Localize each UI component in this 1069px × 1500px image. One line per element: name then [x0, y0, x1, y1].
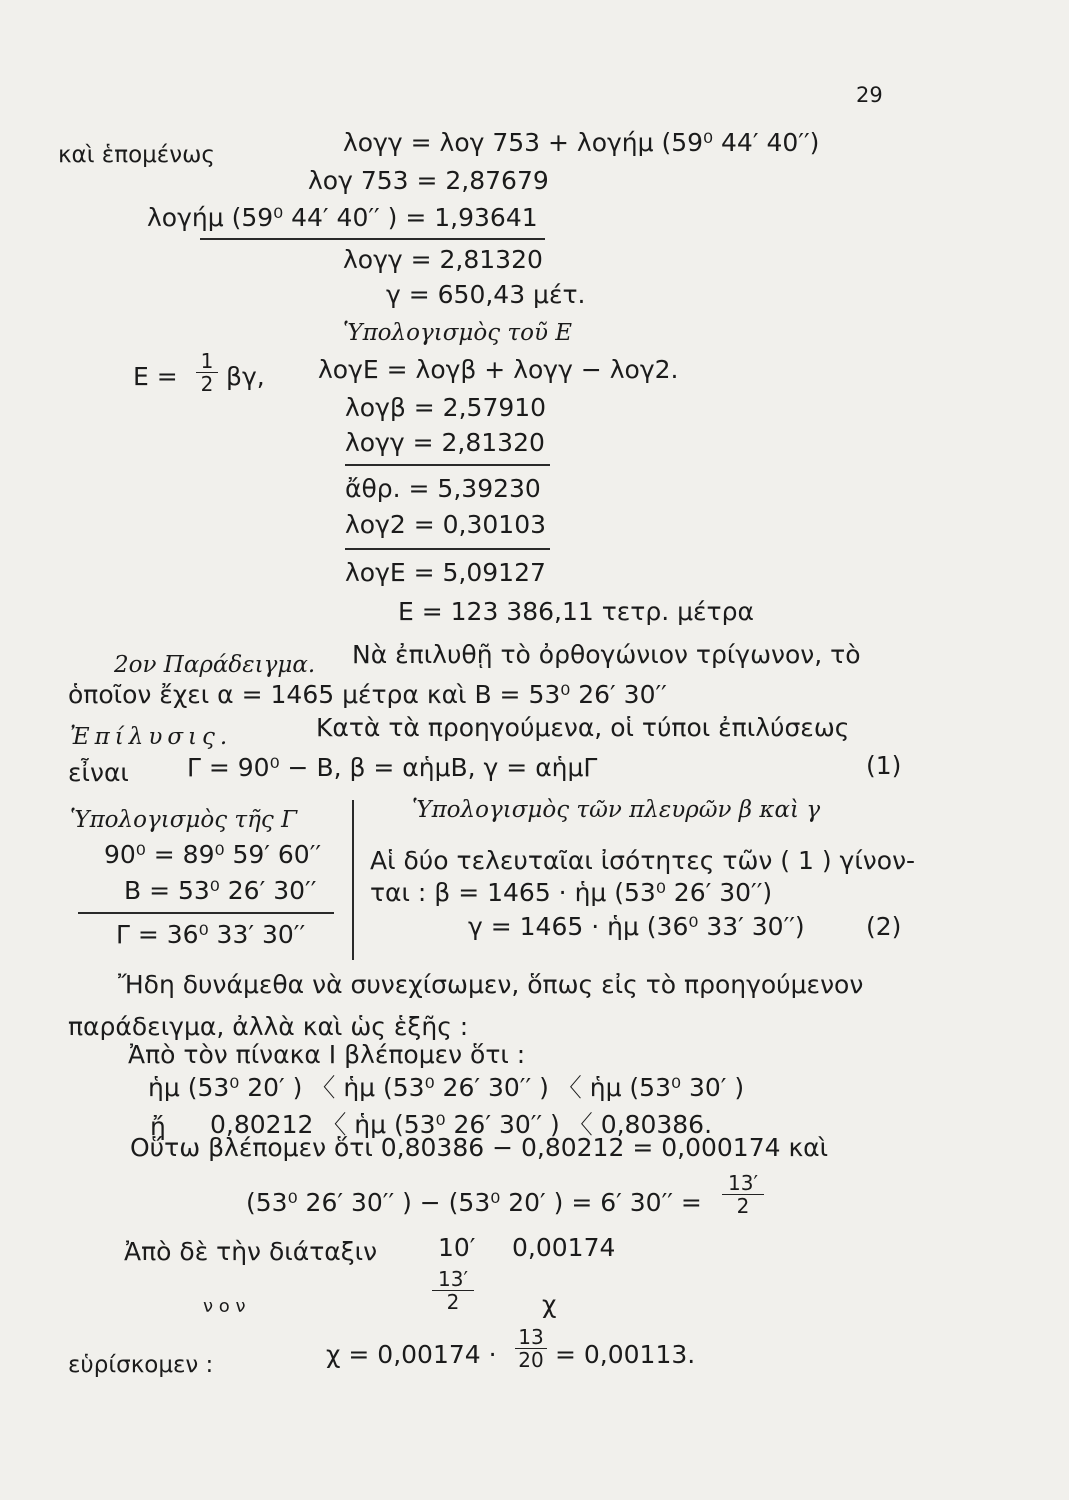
- line-15: ὁποῖον ἔχει α = 1465 μέτρα καὶ Β = 53⁰ 26′ 30′′: [68, 680, 667, 709]
- fraction-denominator: 2: [736, 1194, 750, 1218]
- heading-calc-sides: Ὑπολογισμὸς τῶν πλευρῶν β καὶ γ: [412, 797, 821, 823]
- line-29-label: Ἀπὸ δὲ τὴν διάταξιν: [124, 1237, 378, 1266]
- line-13: Ε = 123 386,11 τετρ. μέτρα: [398, 597, 754, 626]
- fraction-denominator: 2: [200, 372, 214, 396]
- line-30-nu: ν ο ν: [203, 1296, 246, 1317]
- line-21-right: γ = 1465 · ἡμ (36⁰ 33′ 30′′): [468, 912, 805, 941]
- line-26-ineq: 0,80212 〈 ἡμ (53⁰ 26′ 30′′ ) 〈 0,80386.: [210, 1110, 713, 1139]
- line-07-bg: βγ,: [226, 362, 265, 391]
- line-19-left: 90⁰ = 89⁰ 59′ 60′′: [104, 840, 322, 869]
- line-11: λογ2 = 0,30103: [345, 510, 547, 539]
- line-21-left: Γ = 36⁰ 33′ 30′′: [116, 920, 306, 949]
- fraction-one-half: [196, 350, 218, 395]
- heading-calc-gamma: Ὑπολογισμὸς τῆς Γ: [70, 807, 298, 833]
- line-01-formula: λογγ = λογ 753 + λογήμ (59⁰ 44′ 40′′): [343, 128, 820, 157]
- fraction-numerator: 13′: [722, 1172, 764, 1195]
- example-2-heading: 2ον Παράδειγμα.: [114, 652, 316, 678]
- fraction-numerator: 13′: [432, 1268, 474, 1291]
- line-03: λογήμ (59⁰ 44′ 40′′ ) = 1,93641: [147, 203, 538, 232]
- equation-number-2: (2): [866, 912, 902, 941]
- line-08: λογβ = 2,57910: [345, 393, 547, 422]
- fraction-denominator: 2: [446, 1290, 460, 1314]
- line-07-E: Ε =: [133, 362, 178, 391]
- page-number: 29: [856, 83, 883, 107]
- line-30-x: χ: [542, 1290, 557, 1319]
- line-31-formula: χ = 0,00174 ·: [326, 1340, 497, 1369]
- line-20-left: Β = 53⁰ 26′ 30′′: [124, 876, 317, 905]
- line-17-label: εἶναι: [68, 758, 129, 787]
- sum-rule-1: [200, 238, 545, 240]
- line-29-10min: 10′: [438, 1233, 476, 1262]
- line-12: λογΕ = 5,09127: [345, 558, 546, 587]
- line-10: ἄθρ. = 5,39230: [345, 474, 541, 503]
- column-divider: [352, 800, 354, 960]
- line-27: Οὕτω βλέπομεν ὅτι 0,80386 − 0,80212 = 0,000174 καὶ: [130, 1133, 829, 1162]
- line-07-formula: λογΕ = λογβ + λογγ − λογ2.: [318, 355, 679, 384]
- sum-rule-3: [345, 548, 550, 550]
- fraction-numerator: 13: [515, 1326, 547, 1349]
- sum-rule-2: [345, 464, 550, 466]
- fraction-denominator: 20: [518, 1348, 544, 1372]
- line-02: λογ 753 = 2,87679: [308, 166, 549, 195]
- heading-calc-E: Ὑπολογισμὸς τοῦ Ε: [343, 320, 573, 346]
- line-31-label: εὑρίσκομεν :: [68, 1352, 214, 1378]
- line-19-right: Αἱ δύο τελευταῖαι ἰσότητες τῶν ( 1 ) γίνον-: [370, 846, 916, 875]
- line-28: (53⁰ 26′ 30′′ ) − (53⁰ 20′ ) = 6′ 30′′ =: [246, 1188, 702, 1217]
- line-24: Ἀπὸ τὸν πίνακα Ι βλέπομεν ὅτι :: [128, 1040, 526, 1069]
- line-04: λογγ = 2,81320: [343, 245, 543, 274]
- subtraction-rule: [78, 912, 334, 914]
- line-29-value: 0,00174: [512, 1233, 616, 1262]
- line-17-formula: Γ = 90⁰ − Β, β = αἡμΒ, γ = αἡμΓ: [187, 753, 598, 782]
- line-31-result: = 0,00113.: [555, 1340, 696, 1369]
- line-26-or: ἤ: [150, 1112, 166, 1141]
- equation-number-1: (1): [866, 751, 902, 780]
- line-16-text: Κατὰ τὰ προηγούμενα, οἱ τύποι ἐπιλύσεως: [316, 713, 850, 742]
- line-01-label: καὶ ἑπομένως: [58, 142, 215, 168]
- fraction-numerator: 1: [196, 350, 218, 373]
- line-20-right: ται : β = 1465 · ἡμ (53⁰ 26′ 30′′): [370, 878, 773, 907]
- solution-heading: Ἐπίλυσις.: [70, 724, 233, 750]
- line-14-text: Νὰ ἐπιλυθῇ τὸ ὀρθογώνιον τρίγωνον, τὸ: [352, 640, 861, 669]
- fraction-13-over-2-a: [722, 1172, 764, 1217]
- line-05: γ = 650,43 μέτ.: [386, 280, 586, 309]
- line-09: λογγ = 2,81320: [345, 428, 545, 457]
- line-25: ἡμ (53⁰ 20′ ) 〈 ἡμ (53⁰ 26′ 30′′ ) 〈 ἡμ (53⁰ 30′ ): [148, 1073, 745, 1102]
- line-22: Ἤδη δυνάμεθα νὰ συνεχίσωμεν, ὅπως εἰς τὸ προηγούμενον: [118, 970, 864, 999]
- fraction-13-over-20: [515, 1326, 547, 1371]
- line-23: παράδειγμα, ἀλλὰ καὶ ὡς ἑξῆς :: [68, 1012, 469, 1041]
- fraction-13-over-2-b: [432, 1268, 474, 1313]
